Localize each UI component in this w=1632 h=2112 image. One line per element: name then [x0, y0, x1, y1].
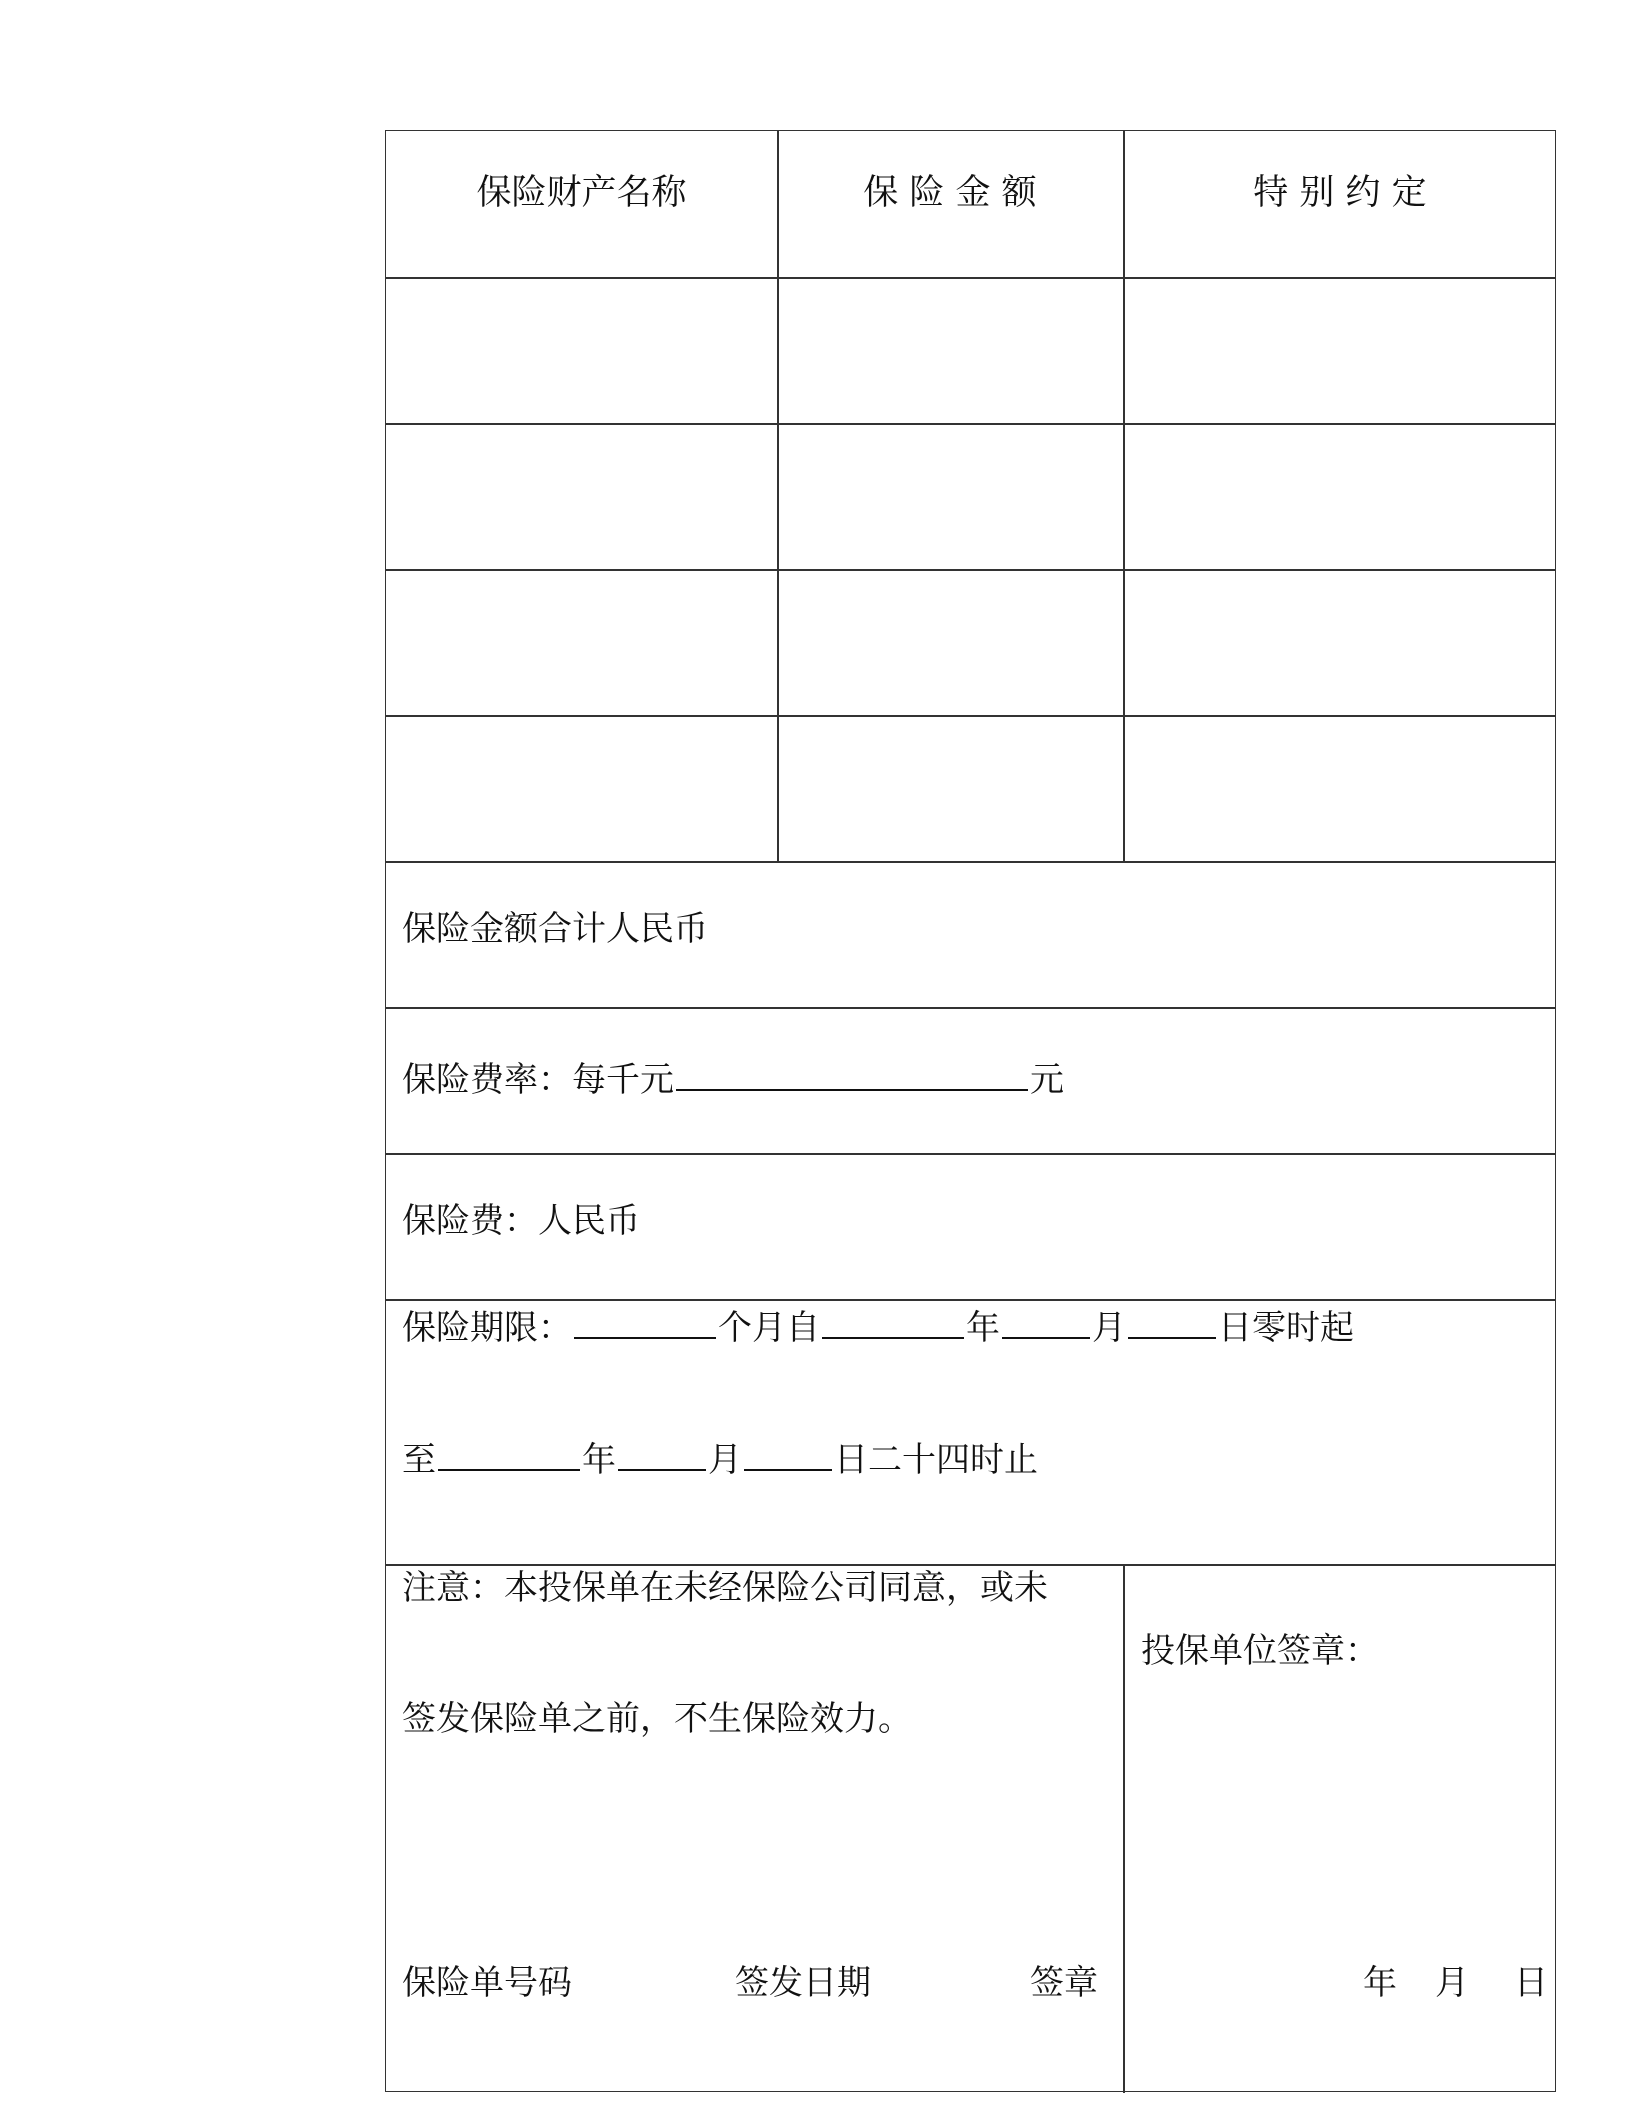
row-divider: [386, 1153, 1555, 1155]
start-month-blank[interactable]: [1002, 1303, 1090, 1339]
end-year-text: 年: [582, 1440, 616, 1480]
row-divider: [386, 277, 1555, 279]
premium-rate-blank[interactable]: [676, 1055, 1028, 1091]
column-divider: [1123, 1564, 1125, 2093]
row-divider: [386, 1299, 1555, 1301]
premium-label: 保险费：人民币: [402, 1201, 640, 1241]
policy-number-label: 保险单号码: [402, 1963, 572, 2003]
end-month-blank[interactable]: [618, 1435, 706, 1471]
row-divider: [386, 715, 1555, 717]
issuer-stamp-label: 签章: [1030, 1963, 1098, 2003]
end-day-text: 日二十四时止: [834, 1440, 1038, 1480]
premium-rate-line: [402, 1055, 1064, 1100]
signature-year-label: 年: [1363, 1963, 1397, 2003]
insurance-application-form: [385, 130, 1556, 2092]
row-divider: [386, 861, 1555, 863]
premium-rate-prefix: 保险费率：每千元: [402, 1060, 674, 1100]
applicant-signature-label: 投保单位签章：: [1141, 1631, 1379, 1671]
row-divider: [386, 1007, 1555, 1009]
start-year-text: 年: [966, 1308, 1000, 1348]
notice-line-1: 注意：本投保单在未经保险公司同意，或未: [402, 1568, 1048, 1608]
end-year-blank[interactable]: [438, 1435, 580, 1471]
signature-day-label: 日: [1514, 1963, 1548, 2003]
period-line-2: [402, 1435, 1038, 1480]
period-months-blank[interactable]: [574, 1303, 716, 1339]
end-month-text: 月: [708, 1440, 742, 1480]
period-label: 保险期限：: [402, 1308, 572, 1348]
period-months-text: 个月自: [718, 1308, 820, 1348]
start-day-blank[interactable]: [1128, 1303, 1216, 1339]
issue-date-label: 签发日期: [735, 1963, 871, 2003]
period-to-text: 至: [402, 1440, 436, 1480]
row-divider: [386, 423, 1555, 425]
premium-rate-suffix: 元: [1030, 1060, 1064, 1100]
end-day-blank[interactable]: [744, 1435, 832, 1471]
start-month-text: 月: [1092, 1308, 1126, 1348]
notice-line-2: 签发保险单之前，不生保险效力。: [402, 1699, 912, 1739]
total-amount-label: 保险金额合计人民币: [402, 909, 708, 949]
start-day-text: 日零时起: [1218, 1308, 1354, 1348]
period-line-1: [402, 1303, 1354, 1348]
row-divider: [386, 569, 1555, 571]
header-insured-amount: 保 险 金 额: [863, 173, 1037, 213]
signature-month-label: 月: [1435, 1963, 1469, 2003]
start-year-blank[interactable]: [822, 1303, 964, 1339]
column-divider: [1123, 131, 1125, 861]
header-property-name: 保险财产名称: [476, 173, 687, 213]
column-divider: [777, 131, 779, 861]
row-divider: [386, 1564, 1555, 1566]
header-special-terms: 特 别 约 定: [1253, 173, 1427, 213]
